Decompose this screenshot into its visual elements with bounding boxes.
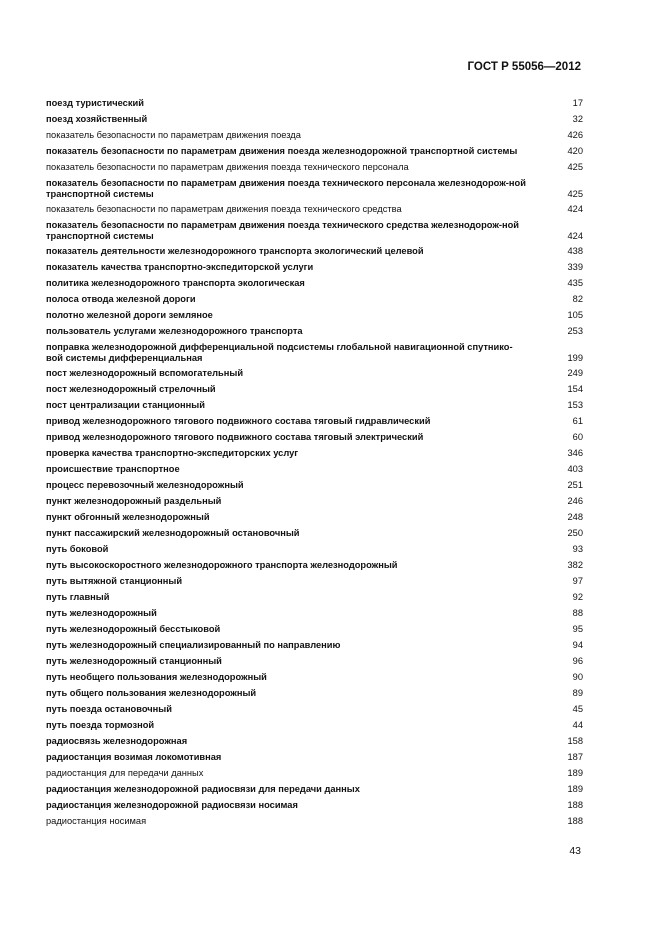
index-term: путь железнодорожный специализированный по направлению — [46, 640, 341, 650]
index-page-ref: 346 — [567, 448, 583, 458]
index-page-ref: 189 — [567, 784, 583, 794]
index-entry — [46, 544, 583, 555]
index-term: пост железнодорожный вспомогательный — [46, 368, 244, 378]
index-term: путь необщего пользования железнодорожный — [46, 672, 267, 682]
index-entry — [46, 204, 583, 215]
index-term: пользователь услугами железнодорожного транспорта — [46, 326, 303, 336]
index-term: путь железнодорожный — [46, 608, 157, 618]
index-entry — [46, 576, 583, 587]
index-page-ref: 89 — [572, 688, 583, 698]
index-term: радиостанция железнодорожной радиосвязи для передачи данных — [46, 784, 360, 794]
index-entry — [46, 704, 583, 715]
index-entry — [46, 278, 583, 289]
index-term: пункт пассажирский железнодорожный остановочный — [46, 528, 300, 538]
index-page-ref: 188 — [567, 816, 583, 826]
index-term: политика железнодорожного транспорта экологическая — [46, 278, 305, 288]
index-term: поезд хозяйственный — [46, 114, 148, 124]
index-term: показатель безопасности по параметрам движения поезда технического персонала железнодорож-ной транспортной системы — [46, 178, 526, 199]
index-entry — [46, 114, 583, 125]
index-page-ref: 95 — [572, 624, 583, 634]
index-entry — [46, 640, 583, 651]
index-page-ref: 154 — [567, 384, 583, 394]
index-term: путь высокоскоростного железнодорожного транспорта железнодорожный — [46, 560, 398, 570]
index-page-ref: 82 — [572, 294, 583, 304]
index-page-ref: 45 — [572, 704, 583, 714]
index-term: радиосвязь железнодорожная — [46, 736, 188, 746]
index-term: радиостанция для передачи данных — [46, 768, 204, 778]
index-term: пункт железнодорожный раздельный — [46, 496, 222, 506]
index-term: путь поезда остановочный — [46, 704, 172, 714]
index-entry — [46, 384, 583, 395]
index-term: пост железнодорожный стрелочный — [46, 384, 216, 394]
index-entry — [46, 816, 583, 827]
index-term: пост централизации станционный — [46, 400, 205, 410]
index-term: показатель безопасности по параметрам движения поезда технического персонала — [46, 162, 409, 172]
index-page-ref: 424 — [567, 231, 583, 241]
index-term: путь главный — [46, 592, 110, 602]
index-page-ref: 189 — [567, 768, 583, 778]
index-entry — [46, 784, 583, 795]
index-term: показатель безопасности по параметрам движения поезда — [46, 130, 301, 140]
index-page-ref: 199 — [567, 353, 583, 363]
index-page-ref: 424 — [567, 204, 583, 214]
index-page-ref: 153 — [567, 400, 583, 410]
index-term: радиостанция железнодорожной радиосвязи носимая — [46, 800, 298, 810]
index-entry — [46, 432, 583, 443]
index-page-ref: 188 — [567, 800, 583, 810]
index-page-ref: 248 — [567, 512, 583, 522]
index-term: радиостанция возимая локомотивная — [46, 752, 222, 762]
index-entry — [46, 416, 583, 427]
index-page-ref: 403 — [567, 464, 583, 474]
index-page-ref: 438 — [567, 246, 583, 256]
index-term: проверка качества транспортно-экспедиторских услуг — [46, 448, 299, 458]
alphabetical-index — [46, 98, 583, 832]
index-page-ref: 90 — [572, 672, 583, 682]
index-page-ref: 92 — [572, 592, 583, 602]
index-entry — [46, 480, 583, 491]
index-entry — [46, 800, 583, 811]
index-page-ref: 60 — [572, 432, 583, 442]
index-entry — [46, 496, 583, 507]
index-term: показатель безопасности по параметрам движения поезда технического средства железнодорож-ной транспортной системы — [46, 220, 520, 241]
index-term: поправка железнодорожной дифференциальной подсистемы глобальной навигационной спутнико-вой системы дифференциальная — [46, 342, 513, 363]
index-term: привод железнодорожного тягового подвижного состава тяговый электрический — [46, 432, 424, 442]
index-entry — [46, 220, 583, 242]
index-entry — [46, 130, 583, 141]
index-entry — [46, 368, 583, 379]
index-entry — [46, 688, 583, 699]
index-term: процесс перевозочный железнодорожный — [46, 480, 244, 490]
index-entry — [46, 162, 583, 173]
index-entry — [46, 752, 583, 763]
index-term: пункт обгонный железнодорожный — [46, 512, 210, 522]
index-page-ref: 88 — [572, 608, 583, 618]
index-entry — [46, 294, 583, 305]
index-term: путь общего пользования железнодорожный — [46, 688, 257, 698]
index-page-ref: 93 — [572, 544, 583, 554]
index-term: показатель безопасности по параметрам движения поезда технического средства — [46, 204, 402, 214]
index-page-ref: 249 — [567, 368, 583, 378]
index-page-ref: 425 — [567, 162, 583, 172]
index-page-ref: 250 — [567, 528, 583, 538]
index-page-ref: 96 — [572, 656, 583, 666]
index-entry — [46, 262, 583, 273]
page-number: 43 — [569, 845, 581, 857]
index-term: показатель качества транспортно-экспедиторской услуги — [46, 262, 314, 272]
index-entry — [46, 624, 583, 635]
index-term: путь железнодорожный бесстыковой — [46, 624, 221, 634]
index-entry — [46, 608, 583, 619]
index-entry — [46, 736, 583, 747]
index-page-ref: 253 — [567, 326, 583, 336]
index-entry — [46, 146, 583, 157]
index-term: радиостанция носимая — [46, 816, 147, 826]
index-entry — [46, 178, 583, 200]
index-entry — [46, 512, 583, 523]
index-page-ref: 425 — [567, 189, 583, 199]
index-page-ref: 339 — [567, 262, 583, 272]
index-term: привод железнодорожного тягового подвижного состава тяговый гидравлический — [46, 416, 431, 426]
index-entry — [46, 342, 583, 364]
index-term: путь боковой — [46, 544, 109, 554]
index-page-ref: 251 — [567, 480, 583, 490]
index-page-ref: 32 — [572, 114, 583, 124]
index-page-ref: 246 — [567, 496, 583, 506]
index-entry — [46, 592, 583, 603]
index-term: показатель безопасности по параметрам движения поезда железнодорожной транспортной системы — [46, 146, 518, 156]
index-page-ref: 158 — [567, 736, 583, 746]
index-term: полоса отвода железной дороги — [46, 294, 196, 304]
index-entry — [46, 720, 583, 731]
index-term: происшествие транспортное — [46, 464, 180, 474]
document-standard-header: ГОСТ Р 55056—2012 — [467, 61, 581, 73]
index-page-ref: 187 — [567, 752, 583, 762]
index-entry — [46, 560, 583, 571]
index-entry — [46, 528, 583, 539]
index-term: путь железнодорожный станционный — [46, 656, 222, 666]
index-entry — [46, 310, 583, 321]
index-page-ref: 105 — [567, 310, 583, 320]
index-term: полотно железной дороги земляное — [46, 310, 213, 320]
index-page-ref: 44 — [572, 720, 583, 730]
index-term: путь вытяжной станционный — [46, 576, 183, 586]
index-page-ref: 94 — [572, 640, 583, 650]
index-entry — [46, 246, 583, 257]
index-entry — [46, 400, 583, 411]
index-entry — [46, 768, 583, 779]
index-page-ref: 420 — [567, 146, 583, 156]
index-page-ref: 426 — [567, 130, 583, 140]
index-page-ref: 17 — [572, 98, 583, 108]
index-term: путь поезда тормозной — [46, 720, 155, 730]
index-page-ref: 97 — [572, 576, 583, 586]
index-entry — [46, 326, 583, 337]
index-entry — [46, 656, 583, 667]
index-page-ref: 382 — [567, 560, 583, 570]
index-entry — [46, 672, 583, 683]
index-term: поезд туристический — [46, 98, 144, 108]
index-term: показатель деятельности железнодорожного транспорта экологический целевой — [46, 246, 424, 256]
index-entry — [46, 464, 583, 475]
index-entry — [46, 98, 583, 109]
index-entry — [46, 448, 583, 459]
index-page-ref: 435 — [567, 278, 583, 288]
index-page-ref: 61 — [572, 416, 583, 426]
